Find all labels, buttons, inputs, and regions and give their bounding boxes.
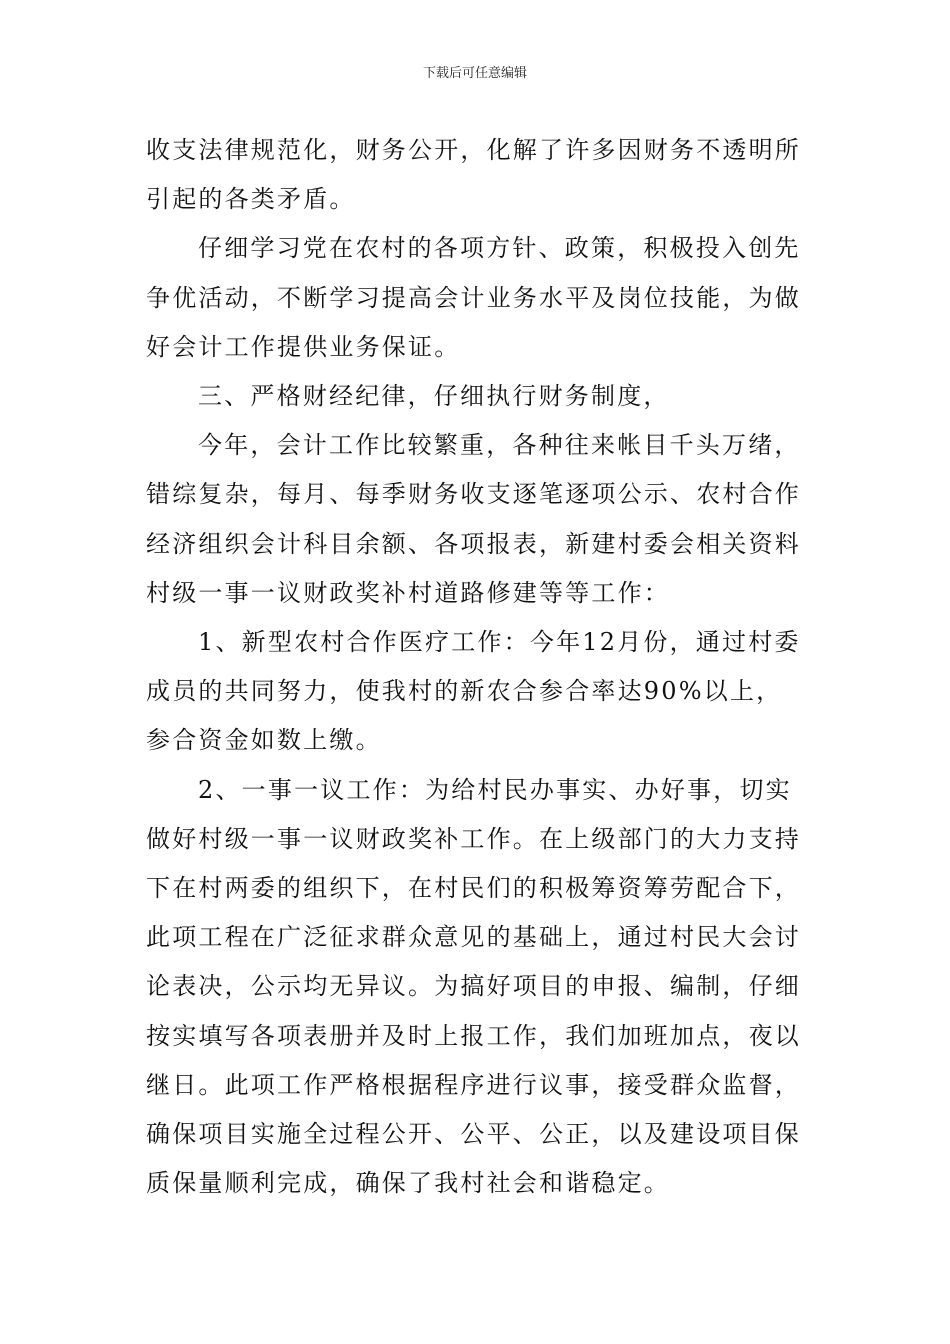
paragraph-item-1: 1、新型农村合作医疗工作：今年12月份，通过村委成员的共同努力，使我村的新农合参合率达90%以上，参合资金如数上缴。 [146,628,801,755]
section-heading-3: 三、严格财经纪律，仔细执行财务制度， [198,382,670,411]
paragraph-study: 仔细学习党在农村的各项方针、政策，积极投入创先争优活动，不断学习提高会计业务水平及岗位技能，为做好会计工作提供业务保证。 [146,234,801,361]
paragraph-workload: 今年，会计工作比较繁重，各种往来帐目千头万绪，错综复杂，每月、每季财务收支逐笔逐项公示、农村合作经济组织会计科目余额、各项报表，新建村委会相关资料村级一事一议财政奖补村道路修建等等工作： [146,431,801,607]
paragraph-continuation: 收支法律规范化，财务公开，化解了许多因财务不透明所引起的各类矛盾。 [146,136,801,214]
page-header: 下载后可任意编辑 [422,66,527,81]
document-body [146,126,808,1208]
paragraph-item-2: 2、一事一议工作：为给村民办事实、办好事，切实做好村级一事一议财政奖补工作。在上级部门的大力支持下在村两委的组织下，在村民们的积极筹资筹劳配合下，此项工程在广泛征求群众意见的基础上，通过村民大会讨论表决，公示均无异议。为搞好项目的申报、编制，仔细按实填写各项表册并及时上报工作，我们加班加点，夜以继日。此项工作严格根据程序进行议事，接受群众监督，确保项目实施全过程公开、公平、公正，以及建设项目保质保量顺利完成，确保了我村社会和谐稳定。 [146,775,801,1198]
